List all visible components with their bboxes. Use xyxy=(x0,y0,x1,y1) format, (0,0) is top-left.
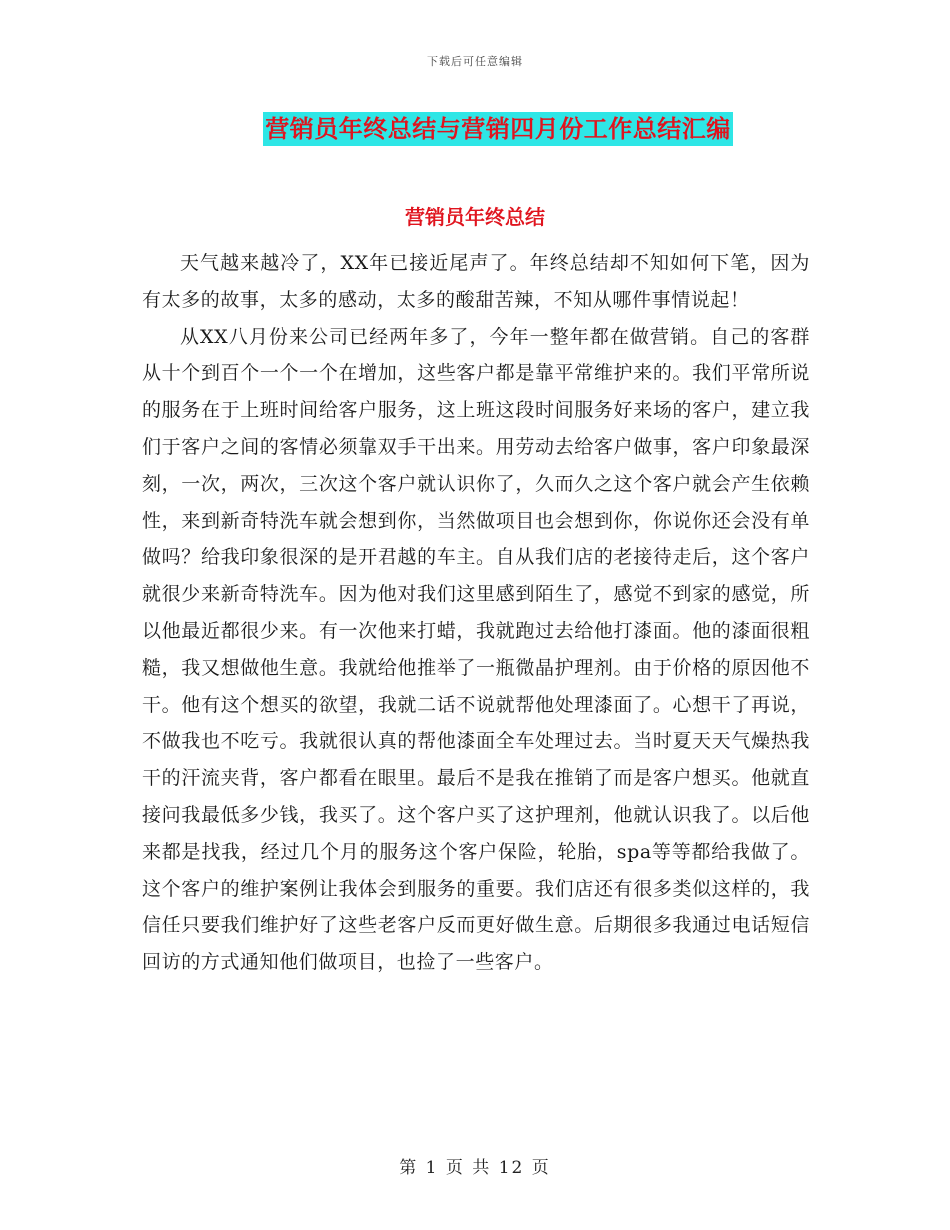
document-title-container xyxy=(0,112,950,146)
page-footer: 第 1 页 共 12 页 xyxy=(399,1158,551,1178)
body-paragraph: 天气越来越冷了，XX年已接近尾声了。年终总结却不知如何下笔，因为有太多的故事，太多的感动，太多的酸甜苦辣，不知从哪件事情说起！ xyxy=(142,252,810,311)
body-paragraph: 从XX八月份来公司已经两年多了，今年一整年都在做营销。自己的客群从十个到百个一个一个在增加，这些客户都是靠平常维护来的。我们平常所说的服务在于上班时间给客户服务，这上班这段时间服务好来场的客户，建立我们于客户之间的客情必须靠双手干出来。用劳动去给客户做事，客户印象最深刻，一次，两次，三次这个客户就认识你了，久而久之这个客户就会产生依赖性，来到新奇特洗车就会想到你，当然做项目也会想到你，你说你还会没有单做吗？给我印象很深的是开君越的车主。自从我们店的老接待走后，这个客户就很少来新奇特洗车。因为他对我们这里感到陌生了，感觉不到家的感觉，所以他最近都很少来。有一次他来打蜡，我就跑过去给他打漆面。他的漆面很粗糙，我又想做他生意。我就给他推举了一瓶微晶护理剂。由于价格的原因他不干。他有这个想买的欲望，我就二话不说就帮他处理漆面了。心想干了再说，不做我也不吃亏。我就很认真的帮他漆面全车处理过去。当时夏天天气燥热我干的汗流夹背，客户都看在眼里。最后不是我在推销了而是客户想买。他就直接问我最低多少钱，我买了。这个客户买了这护理剂，他就认识我了。以后他来都是找我，经过几个月的服务这个客户保险，轮胎，spa等等都给我做了。这个客户的维护案例让我体会到服务的重要。我们店还有很多类似这样的，我信任只要我们维护好了这些老客户反而更好做生意。后期很多我通过电话短信回访的方式通知他们做项目，也捡了一些客户。 xyxy=(142,325,810,974)
document-title: 营销员年终总结与营销四月份工作总结汇编 xyxy=(263,112,733,146)
document-body xyxy=(142,245,810,981)
page-header-note: 下载后可任意编辑 xyxy=(427,55,523,68)
section-title: 营销员年终总结 xyxy=(405,205,545,229)
